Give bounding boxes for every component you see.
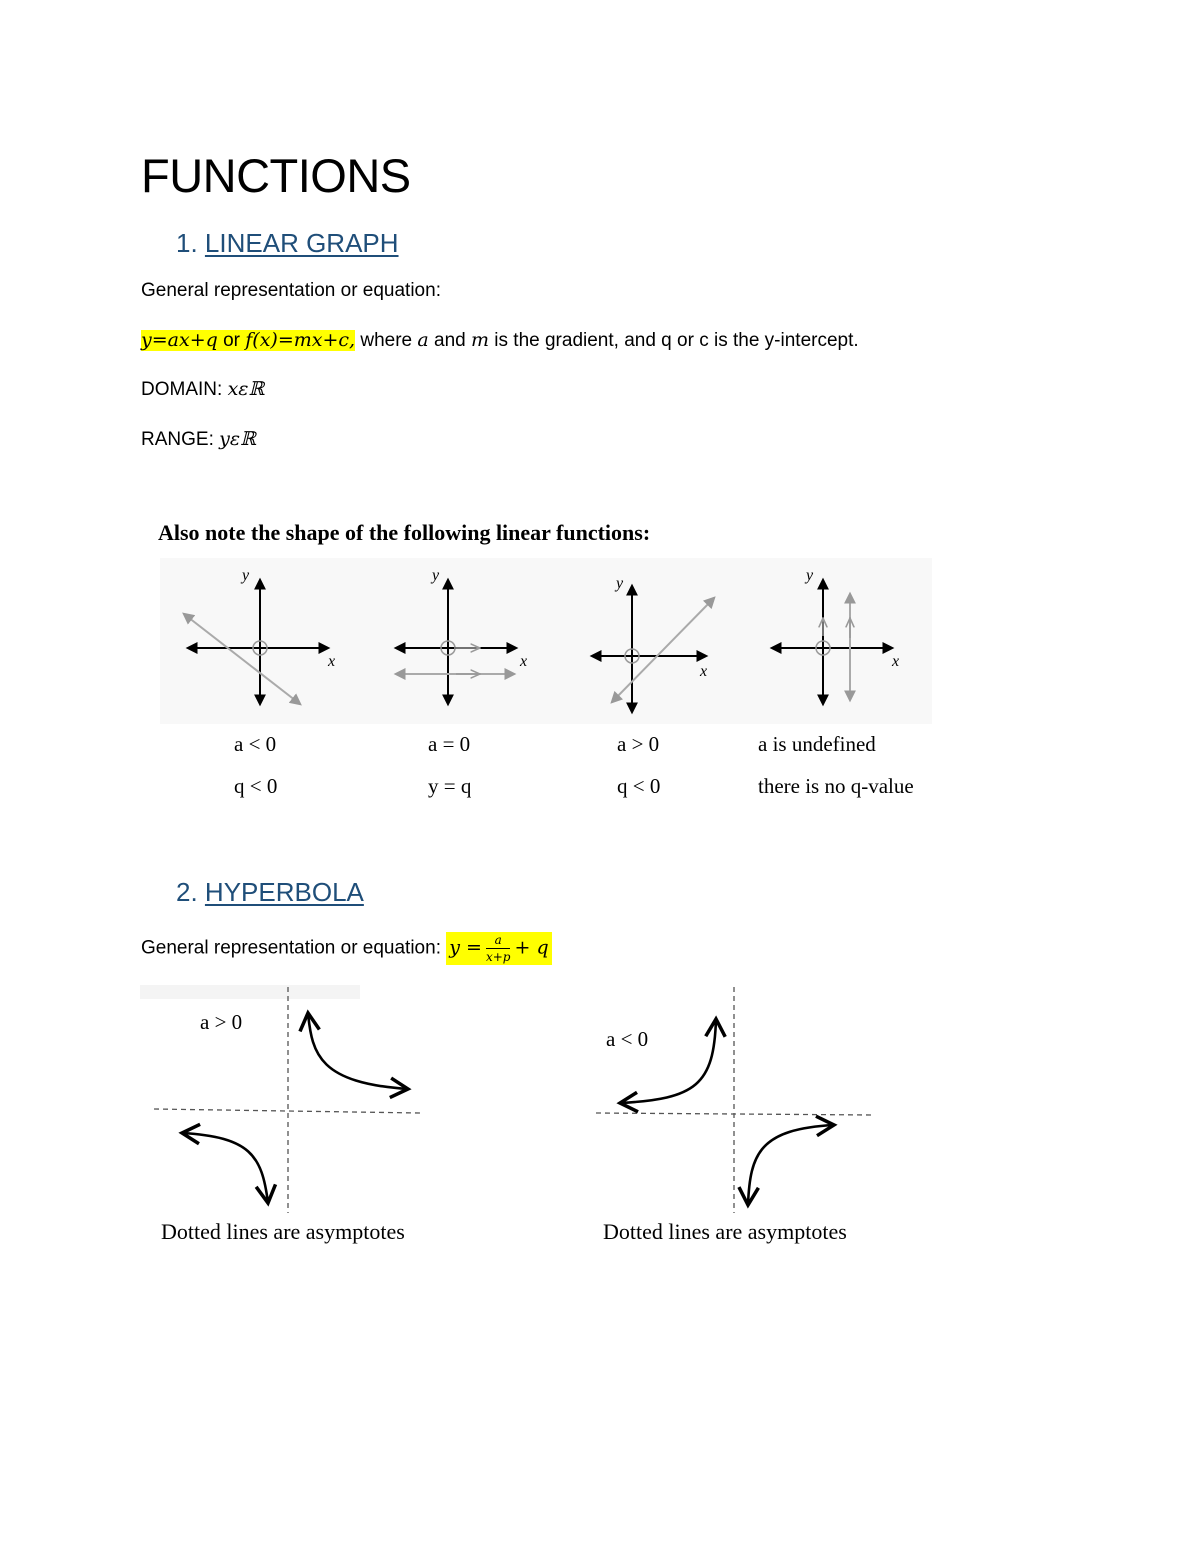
horizontal-asymptote (596, 1113, 874, 1115)
graph-a-zero (396, 567, 527, 704)
graph-label: a < 0 (606, 1027, 649, 1051)
section-number: 1. (176, 228, 198, 258)
hyperbola-equation (446, 932, 551, 965)
domain-value: xεℝ (227, 378, 265, 400)
linear-equation-line (141, 329, 859, 352)
section-heading-linear (176, 228, 399, 259)
fraction-denominator: x+p (485, 950, 511, 964)
graph-line (184, 614, 300, 704)
range-line (141, 428, 256, 451)
general-representation-label: General representation or equation: (141, 937, 441, 959)
equation-y-ax-q: y=ax+q (141, 329, 218, 351)
note-mid: and (434, 330, 466, 351)
page-title: FUNCTIONS (141, 149, 411, 202)
asymptote-caption-right: Dotted lines are asymptotes (603, 1219, 847, 1244)
case-3-line-1: a > 0 (617, 732, 660, 756)
note-suffix: is the gradient, and q or c is the y-intercept. (494, 330, 859, 351)
range-label: RANGE: (141, 429, 214, 450)
domain-line (141, 378, 264, 401)
section-heading-hyperbola (176, 877, 364, 908)
x-axis-label: x (892, 653, 900, 670)
case-4-line-1: a is undefined (758, 732, 876, 756)
y-axis-label: y (432, 567, 440, 584)
y-axis-label: y (242, 567, 250, 584)
hyperbola-graph-positive (140, 985, 430, 1215)
asymptote-caption-left: Dotted lines are asymptotes (161, 1219, 405, 1244)
equation-highlight (141, 330, 355, 351)
section-title: LINEAR GRAPH (204, 228, 399, 258)
graph-backdrop (140, 985, 360, 999)
section-number: 2. (176, 877, 198, 907)
y-axis-label: y (616, 575, 624, 592)
equation-fraction (486, 934, 511, 963)
hyperbola-branch-upper (308, 1013, 408, 1089)
equation-lhs: y = (449, 936, 482, 959)
fraction-numerator: a (486, 934, 511, 949)
case-3-line-2: q < 0 (617, 774, 661, 798)
or-word: or (223, 330, 240, 351)
y-axis-label: y (806, 567, 814, 584)
equation-f-mx-c: f(x)=mx+c, (245, 329, 356, 351)
general-representation-label: General representation or equation: (141, 280, 441, 301)
linear-graphs-figure (160, 558, 932, 724)
graph-a-undefined (772, 567, 899, 704)
var-m: m (470, 329, 490, 351)
hyperbola-branch-lower (182, 1133, 268, 1203)
case-1-line-2: q < 0 (234, 774, 278, 798)
linear-shapes-title: Also note the shape of the following linear functions: (158, 520, 651, 545)
x-axis-label: x (700, 663, 708, 680)
graph-a-negative (184, 567, 335, 704)
note-prefix: where (360, 330, 413, 351)
section-title: HYPERBOLA (204, 877, 364, 907)
graph-a-positive (592, 575, 714, 712)
x-axis-label: x (520, 653, 528, 670)
graph-label: a > 0 (200, 1010, 243, 1034)
horizontal-asymptote (154, 1109, 420, 1113)
case-2-line-1: a = 0 (428, 732, 471, 756)
equation-rhs: + q (514, 936, 549, 959)
hyperbola-branch-lower (748, 1125, 834, 1205)
x-axis-label: x (328, 653, 336, 670)
case-1-line-1: a < 0 (234, 732, 277, 756)
hyperbola-graph-negative (590, 985, 880, 1215)
var-a: a (417, 329, 429, 351)
range-value: yεℝ (219, 428, 256, 450)
case-2-line-2: y = q (428, 774, 472, 798)
hyperbola-equation-line (141, 932, 552, 965)
case-4-line-2: there is no q-value (758, 774, 914, 798)
domain-label: DOMAIN: (141, 379, 223, 400)
